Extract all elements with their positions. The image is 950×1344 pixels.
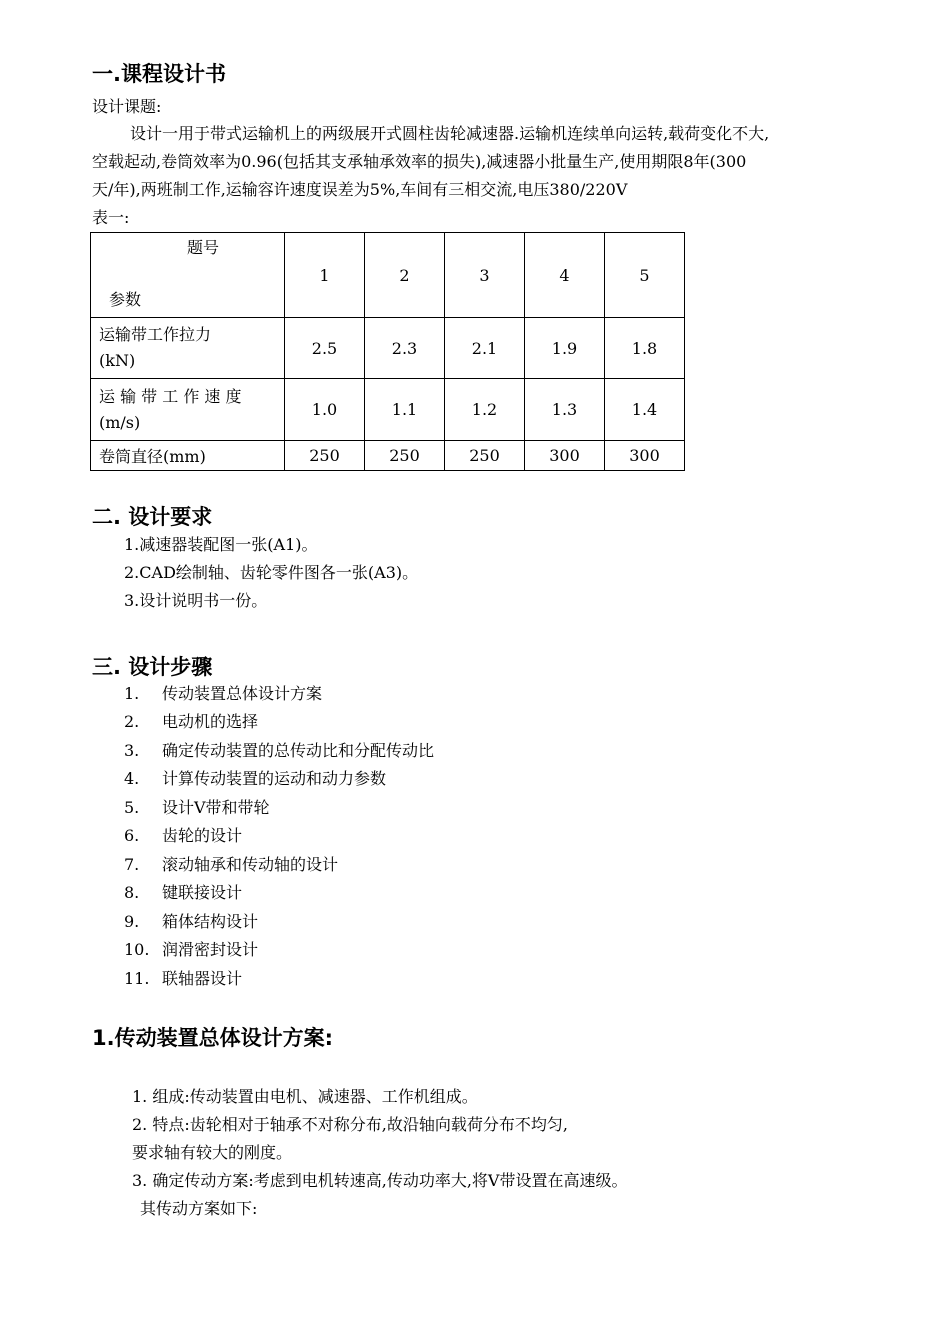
table-header-row (91, 233, 685, 318)
step-text: 箱体结构设计 (162, 912, 259, 931)
corner-label-top: 题号 (187, 238, 220, 257)
step-item (124, 737, 434, 765)
step-number: 7. (124, 855, 140, 874)
table-cell: 250 (365, 441, 445, 471)
row-label-line: 卷筒直径(mm) (99, 447, 206, 466)
step-item (124, 879, 242, 907)
row-label-cell (91, 441, 285, 471)
scheme-line: 其传动方案如下: (140, 1199, 258, 1218)
step-number: 10. (124, 940, 150, 959)
step-number: 4. (124, 769, 140, 788)
table-label: 表一: (92, 208, 130, 227)
table-cell: 1.0 (285, 379, 365, 441)
step-number: 11. (124, 969, 150, 988)
table-cell: 1.3 (525, 379, 605, 441)
table-cell: 250 (285, 441, 365, 471)
step-item (124, 680, 322, 708)
step-text: 齿轮的设计 (162, 826, 243, 845)
section4-heading: 1.传动装置总体设计方案: (92, 1026, 333, 1050)
description-line-3: 天/年),两班制工作,运输容许速度误差为5%,车间有三相交流,电压380/220V (92, 180, 628, 199)
table-cell: 1.9 (525, 318, 605, 379)
step-text: 键联接设计 (162, 883, 243, 902)
description-line-2: 空载起动,卷筒效率为0.96(包括其支承轴承效率的损失),减速器小批量生产,使用期限8年(300 (92, 152, 747, 171)
step-number: 1. (124, 684, 140, 703)
step-item (124, 965, 242, 993)
requirement-item: 3.设计说明书一份。 (124, 591, 268, 610)
table-cell: 1.2 (445, 379, 525, 441)
section3-heading: 三. 设计步骤 (92, 655, 213, 679)
table-cell: 2.3 (365, 318, 445, 379)
step-text: 传动装置总体设计方案 (162, 684, 323, 703)
table-corner-cell (91, 233, 285, 318)
step-item (124, 765, 386, 793)
step-text: 确定传动装置的总传动比和分配传动比 (162, 741, 435, 760)
corner-label-bottom: 参数 (109, 290, 142, 309)
scheme-line: 1. 组成:传动装置由电机、减速器、工作机组成。 (132, 1087, 478, 1106)
table-column-header: 1 (285, 233, 365, 318)
row-label-line: 运 输 带 工 作 速 度 (99, 386, 242, 406)
section2-heading: 二. 设计要求 (92, 505, 213, 529)
table-row (91, 379, 685, 441)
step-item (124, 908, 258, 936)
scheme-line: 2. 特点:齿轮相对于轴承不对称分布,故沿轴向载荷分布不均匀, (132, 1115, 568, 1134)
step-text: 滚动轴承和传动轴的设计 (162, 855, 339, 874)
step-text: 电动机的选择 (162, 712, 259, 731)
step-number: 6. (124, 826, 140, 845)
row-label-unit: (kN) (99, 351, 136, 370)
table-column-header: 2 (365, 233, 445, 318)
requirement-item: 2.CAD绘制轴、齿轮零件图各一张(A3)。 (124, 563, 419, 582)
step-number: 3. (124, 741, 140, 760)
section1-heading: 一.课程设计书 (92, 62, 226, 86)
step-item (124, 794, 270, 822)
parameters-table (90, 232, 685, 471)
step-number: 8. (124, 883, 140, 902)
table-cell: 1.8 (605, 318, 685, 379)
step-item (124, 708, 258, 736)
step-item (124, 822, 242, 850)
description-line-1: 设计一用于带式运输机上的两级展开式圆柱齿轮减速器.运输机连续单向运转,载荷变化不大, (130, 124, 770, 143)
row-label-line: 运输带工作拉力 (99, 325, 212, 344)
step-item (124, 851, 338, 879)
scheme-line: 要求轴有较大的刚度。 (132, 1143, 293, 1162)
step-text: 联轴器设计 (162, 969, 243, 988)
table-column-header: 3 (445, 233, 525, 318)
table-row (91, 318, 685, 379)
table-column-header: 4 (525, 233, 605, 318)
table-cell: 300 (525, 441, 605, 471)
table-column-header: 5 (605, 233, 685, 318)
step-number: 5. (124, 798, 140, 817)
step-text: 设计V带和带轮 (162, 798, 270, 817)
step-text: 计算传动装置的运动和动力参数 (162, 769, 387, 788)
table-cell: 300 (605, 441, 685, 471)
requirement-item: 1.减速器装配图一张(A1)。 (124, 535, 318, 554)
step-number: 9. (124, 912, 140, 931)
table-cell: 250 (445, 441, 525, 471)
step-item (124, 936, 258, 964)
row-label-cell (91, 318, 285, 379)
table-cell: 1.1 (365, 379, 445, 441)
row-label-cell (91, 379, 285, 441)
design-subject-label: 设计课题: (92, 97, 162, 116)
row-label-unit: (m/s) (99, 412, 141, 432)
step-text: 润滑密封设计 (162, 940, 259, 959)
table-cell: 1.4 (605, 379, 685, 441)
table-cell: 2.1 (445, 318, 525, 379)
table-row (91, 441, 685, 471)
table-cell: 2.5 (285, 318, 365, 379)
step-number: 2. (124, 712, 140, 731)
scheme-line: 3. 确定传动方案:考虑到电机转速高,传动功率大,将V带设置在高速级。 (132, 1171, 628, 1190)
